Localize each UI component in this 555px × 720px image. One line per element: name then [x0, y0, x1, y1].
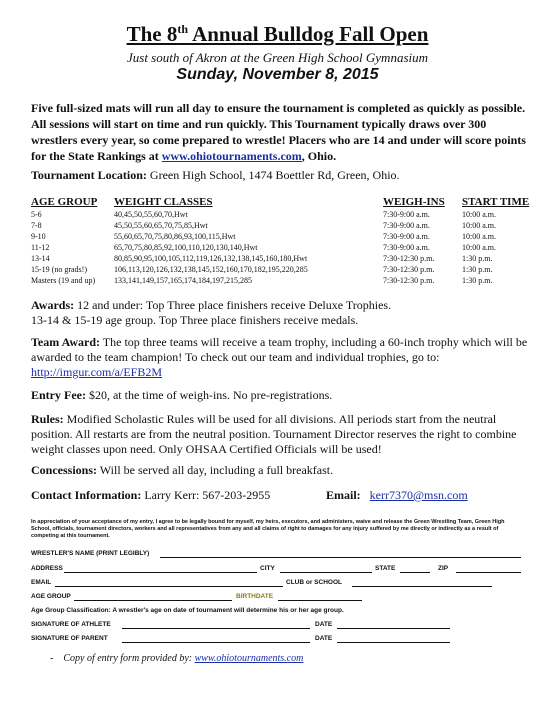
table-row	[0, 242, 555, 253]
state-field[interactable]	[400, 572, 430, 573]
start-cell: 1:30 p.m.	[462, 254, 493, 263]
email-field[interactable]	[55, 586, 283, 587]
age-group-label: AGE GROUP	[31, 593, 71, 600]
parent-signature-field[interactable]	[122, 642, 310, 643]
table-row	[0, 209, 555, 220]
rules-section: Rules: Modified Scholastic Rules will be used for all divisions. All periods start from the neutral position. All restarts are from the neutral position. Tournament Director reserves the right to combine weight classes upon need. Only OHSAA Certified Officials will be used!	[31, 412, 517, 456]
weighin-cell: 7:30-12:30 p.m.	[383, 265, 435, 274]
athlete-signature-field[interactable]	[122, 628, 310, 629]
age-group-field[interactable]	[74, 600, 232, 601]
table-row	[0, 253, 555, 264]
tournament-location: Tournament Location: Green High School, 1474 Boettler Rd, Green, Ohio.	[31, 168, 400, 182]
age-cell: 7-8	[31, 221, 42, 230]
wrestler-name-field[interactable]	[160, 557, 521, 558]
table-row	[0, 220, 555, 231]
parent-date-field[interactable]	[337, 642, 450, 643]
liability-waiver: In appreciation of your acceptance of my entry, I agree to be legally bound for myself, my heirs, executors, and administers, waive and release the Green Wrestling Team, Green High School, officials, tournament directors, workers and all representatives from any and all claims of right to damages for any injury suffered by me directly or indirectly as a result of competing at this tournament.	[31, 519, 505, 539]
club-label: CLUB or SCHOOL	[286, 579, 342, 586]
classes-cell: 106,113,120,126,132,138,145,152,160,170,182,195,220,285	[114, 265, 308, 274]
header-age-group: AGE GROUP	[31, 196, 98, 208]
club-field[interactable]	[352, 586, 492, 587]
contact-email: Email: kerr7370@msn.com	[326, 488, 468, 502]
footer-note: - Copy of entry form provided by: www.ohiotournaments.com	[50, 653, 304, 664]
classes-cell: 133,141,149,157,165,174,184,197,215,285	[114, 276, 252, 285]
athlete-date-label: DATE	[315, 621, 333, 628]
contact-section: Contact Information: Larry Kerr: 567-203-2955	[31, 488, 271, 502]
age-classification-note: Age Group Classification: A wrestler's age on date of tournament will determine his or her age group.	[31, 607, 344, 614]
address-label: ADDRESS	[31, 565, 63, 572]
age-cell: 13-14	[31, 254, 50, 263]
subtitle: Just south of Akron at the Green High School Gymnasium	[126, 50, 428, 65]
city-label: CITY	[260, 565, 275, 572]
imgur-link[interactable]: http://imgur.com/a/EFB2M	[31, 365, 163, 379]
header-start-time: START TIME	[462, 196, 530, 208]
ohiotournaments-link[interactable]: www.ohiotournaments.com	[161, 149, 302, 163]
email-link[interactable]: kerr7370@msn.com	[369, 488, 468, 502]
start-cell: 10:00 a.m.	[462, 232, 496, 241]
start-cell: 1:30 p.m.	[462, 265, 493, 274]
athlete-date-field[interactable]	[337, 628, 450, 629]
weighin-cell: 7:30-9:00 a.m.	[383, 232, 430, 241]
page-title: The 8th Annual Bulldog Fall Open	[126, 22, 429, 46]
event-date: Sunday, November 8, 2015	[176, 66, 379, 83]
concessions-section: Concessions: Will be served all day, including a full breakfast.	[31, 463, 334, 477]
age-cell: 15-19 (no grads!)	[31, 265, 87, 274]
bullet: -	[50, 653, 54, 664]
awards-section: Awards: 12 and under: Top Three place finishers receive Deluxe Trophies. 13-14 & 15-19 age group. Top Three place finishers receive medals.	[31, 298, 392, 327]
table-row	[0, 231, 555, 242]
city-field[interactable]	[280, 572, 372, 573]
weighin-cell: 7:30-9:00 a.m.	[383, 221, 430, 230]
team-award-section: Team Award: The top three teams will receive a team trophy, including a 60-inch trophy which will be awarded to the team champion! To check out our team and individual trophies, go to: http://imgur.com/a/EFB2M	[31, 335, 528, 379]
athlete-signature-label: SIGNATURE OF ATHLETE	[31, 621, 111, 628]
weighin-cell: 7:30-9:00 a.m.	[383, 210, 430, 219]
age-cell: 9-10	[31, 232, 46, 241]
classes-cell: 45,50,55,60,65,70,75,85,Hwt	[114, 221, 208, 230]
header-weight-classes: WEIGHT CLASSES	[114, 196, 213, 208]
birthdate-field[interactable]	[278, 600, 362, 601]
table-row	[0, 275, 555, 286]
weighin-cell: 7:30-12:30 p.m.	[383, 254, 435, 263]
classes-cell: 65,70,75,80,85,92,100,110,120,130,140,Hwt	[114, 243, 258, 252]
email-label: EMAIL	[31, 579, 52, 586]
address-field[interactable]	[64, 572, 257, 573]
weighin-cell: 7:30-9:00 a.m.	[383, 243, 430, 252]
zip-label: ZIP	[438, 565, 449, 572]
age-cell: Masters (19 and up)	[31, 276, 96, 285]
weighin-cell: 7:30-12:30 p.m.	[383, 276, 435, 285]
header-weigh-ins: WEIGH-INS	[383, 196, 445, 208]
zip-field[interactable]	[456, 572, 521, 573]
start-cell: 10:00 a.m.	[462, 210, 496, 219]
entry-fee-section: Entry Fee: $20, at the time of weigh-ins. No pre-registrations.	[31, 388, 333, 402]
age-cell: 5-6	[31, 210, 42, 219]
table-row	[0, 264, 555, 275]
classes-cell: 80,85,90,95,100,105,112,119,126,132,138,145,160,180,Hwt	[114, 254, 308, 263]
parent-date-label: DATE	[315, 635, 333, 642]
classes-cell: 40,45,50,55,60,70,Hwt	[114, 210, 188, 219]
start-cell: 10:00 a.m.	[462, 221, 496, 230]
parent-signature-label: SIGNATURE OF PARENT	[31, 635, 108, 642]
footer-link[interactable]: www.ohiotournaments.com	[194, 653, 304, 664]
state-label: STATE	[375, 565, 396, 572]
intro-paragraph: Five full-sized mats will run all day to ensure the tournament is completed as quickly as possible. All sessions will start on time and run quickly. This Tournament typically draws over 300 wrestlers every year, so come prepared to wrestle! Placers who are 14 and under will score points for the State Rankings at www.ohiotournaments.com, Ohio.	[31, 101, 526, 163]
birthdate-label: BIRTHDATE	[236, 593, 274, 600]
classes-cell: 55,60,65,70,75,80,86,93,100,115,Hwt	[114, 232, 236, 241]
age-cell: 11-12	[31, 243, 50, 252]
start-cell: 10:00 a.m.	[462, 243, 496, 252]
wrestler-name-label: WRESTLER'S NAME (PRINT LEGIBLY)	[31, 550, 150, 557]
start-cell: 1:30 p.m.	[462, 276, 493, 285]
